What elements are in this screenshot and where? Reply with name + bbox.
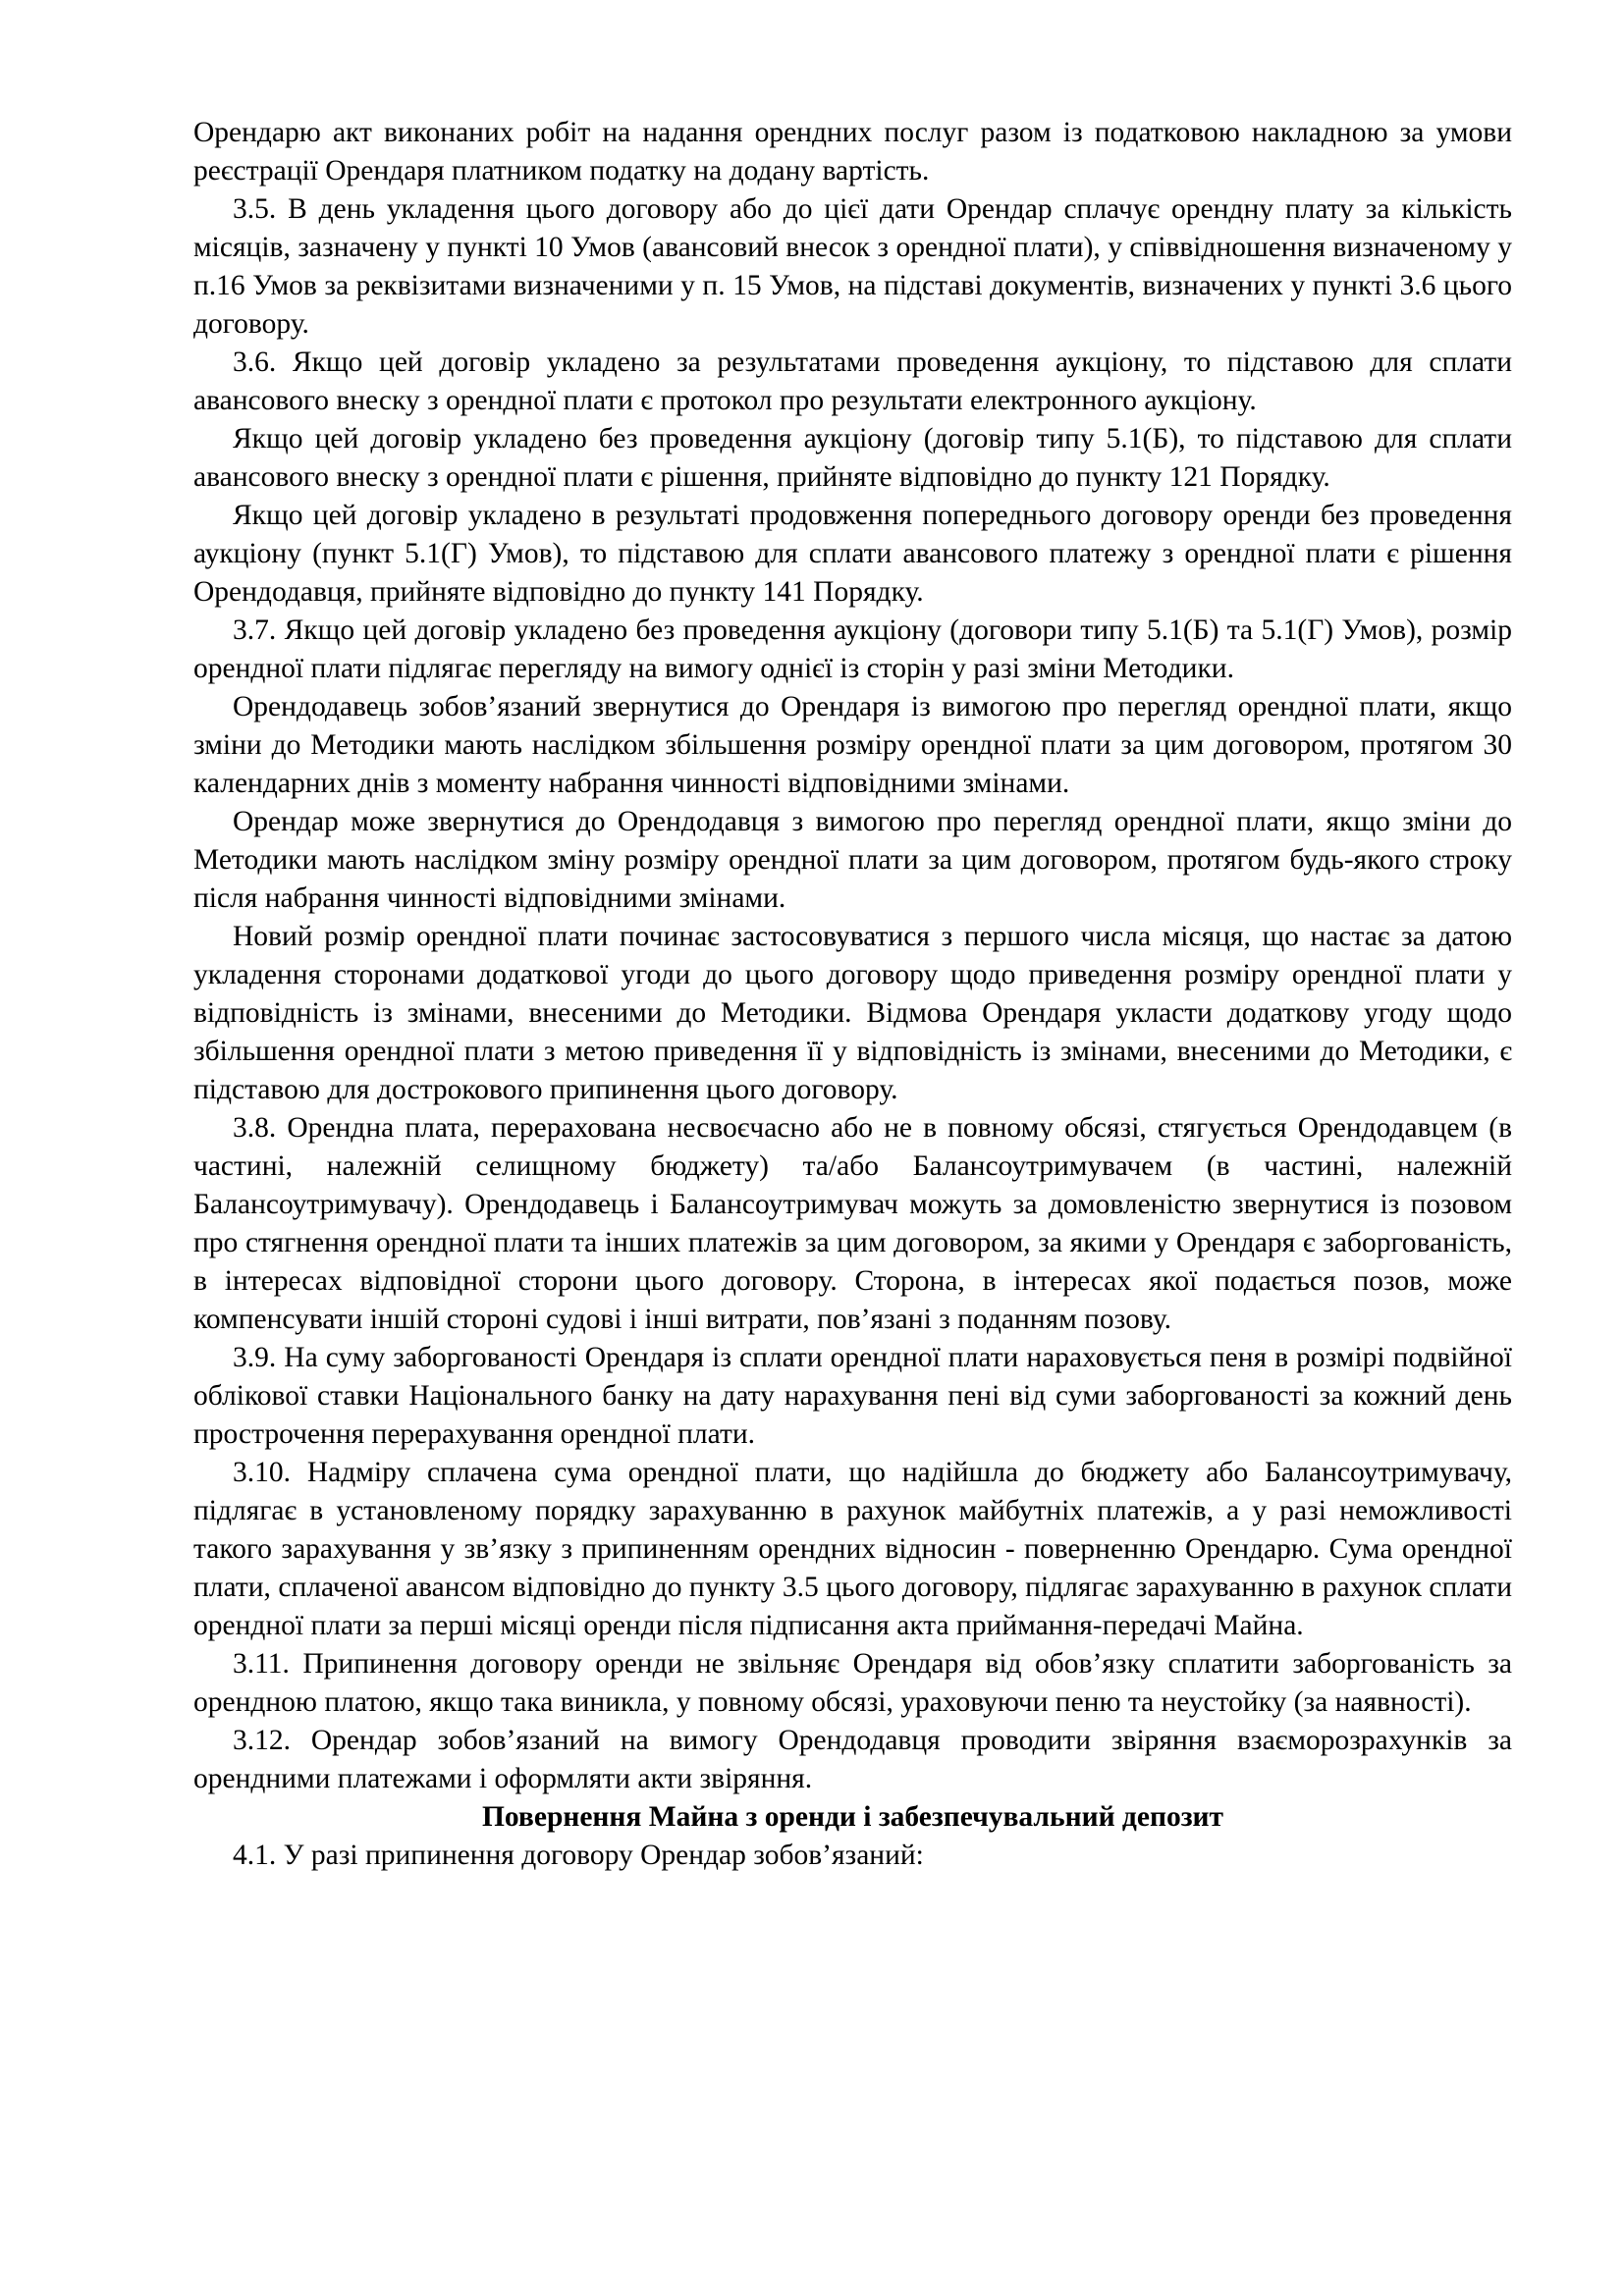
paragraph-3-5: 3.5. В день укладення цього договору або до цієї дати Орендар сплачує орендну плату за кількість місяців, зазначену у пункті 10 Умов (авансовий внесок з орендної плати), у співвідношення визначеному у п.16 Умов за реквізитами визначеними у п. 15 Умов, на підставі документів, визначених у пункті 3.6 цього договору.: [193, 193, 1512, 340]
paragraph: Новий розмір орендної плати починає застосовуватися з першого числа місяця, що настає за датою укладення сторонами додаткової угоди до цього договору щодо приведення розміру орендної плати у відповідність із змінами, внесеними до Методики. Відмова Орендаря укласти додаткову угоду щодо збільшення орендної плати з метою приведення її у відповідність із змінами, внесеними до Методики, є підставою для дострокового припинення цього договору.: [193, 921, 1512, 1105]
paragraph-3-11: 3.11. Припинення договору оренди не звільняє Орендаря від обов’язку сплатити заборгованість за орендною платою, якщо така виникла, у повному обсязі, ураховуючи пеню та неустойку (за наявності).: [193, 1648, 1512, 1718]
paragraph: Якщо цей договір укладено в результаті продовження попереднього договору оренди без проведення аукціону (пункт 5.1(Г) Умов), то підставою для сплати авансового платежу з орендної плати є рішення Орендодавця, прийняте відповідно до пункту 141 Порядку.: [193, 500, 1512, 608]
paragraph: Орендодавець зобов’язаний звернутися до Орендаря із вимогою про перегляд орендної плати, якщо зміни до Методики мають наслідком збільшення розміру орендної плати за цим договором, протягом 30 календарних днів з моменту набрання чинності відповідними змінами.: [193, 691, 1512, 799]
paragraph: Орендар може звернутися до Орендодавця з вимогою про перегляд орендної плати, якщо зміни до Методики мають наслідком зміну розміру орендної плати за цим договором, протягом будь-якого строку після набрання чинності відповідними змінами.: [193, 806, 1512, 914]
paragraph: Якщо цей договір укладено без проведення аукціону (договір типу 5.1(Б), то підставою для сплати авансового внеску з орендної плати є рішення, прийняте відповідно до пункту 121 Порядку.: [193, 423, 1512, 493]
paragraph-3-12: 3.12. Орендар зобов’язаний на вимогу Орендодавця проводити звіряння взаєморозрахунків за орендними платежами і оформляти акти звіряння.: [193, 1725, 1512, 1794]
paragraph-4-1: 4.1. У разі припинення договору Орендар зобов’язаний:: [233, 1840, 924, 1871]
paragraph-3-8: 3.8. Орендна плата, перерахована несвоєчасно або не в повному обсязі, стягується Орендодавцем (в частині, належній селищному бюджету) та/або Балансоутримувачем (в частині, належній Балансоутримувачу). Орендодавець і Балансоутримувач можуть за домовленістю звернутися із позовом про стягнення орендної плати та інших платежів за цим договором, за якими у Орендаря є заборгованість, в інтересах відповідної сторони цього договору. Сторона, в інтересах якої подається позов, може компенсувати іншій стороні судові і інші витрати, пов’язані з поданням позову.: [193, 1112, 1512, 1335]
paragraph-3-6: 3.6. Якщо цей договір укладено за результатами проведення аукціону, то підставою для сплати авансового внеску з орендної плати є протокол про результати електронного аукціону.: [193, 347, 1512, 416]
paragraph: Орендарю акт виконаних робіт на надання орендних послуг разом із податковою накладною за умови реєстрації Орендаря платником податку на додану вартість.: [193, 117, 1512, 187]
paragraph-3-9: 3.9. На суму заборгованості Орендаря із сплати орендної плати нараховується пеня в розмірі подвійної облікової ставки Національного банку на дату нарахування пені від суми заборгованості за кожний день прострочення перерахування орендної плати.: [193, 1342, 1512, 1450]
paragraph-3-10: 3.10. Надміру сплачена сума орендної плати, що надійшла до бюджету або Балансоутримувачу, підлягає в установленому порядку зарахуванню в рахунок майбутніх платежів, а у разі неможливості такого зарахування у зв’язку з припиненням орендних відносин - поверненню Орендарю. Сума орендної плати, сплаченої авансом відповідно до пункту 3.5 цього договору, підлягає зарахуванню в рахунок сплати орендної плати за перші місяці оренди після підписання акта приймання-передачі Майна.: [193, 1457, 1512, 1641]
section-heading: Повернення Майна з оренди і забезпечувальний депозит: [481, 1801, 1224, 1833]
document-page: [193, 114, 1512, 1875]
paragraph-3-7: 3.7. Якщо цей договір укладено без проведення аукціону (договори типу 5.1(Б) та 5.1(Г) Умов), розмір орендної плати підлягає перегляду на вимогу однієї із сторін у разі зміни Методики.: [193, 614, 1512, 684]
